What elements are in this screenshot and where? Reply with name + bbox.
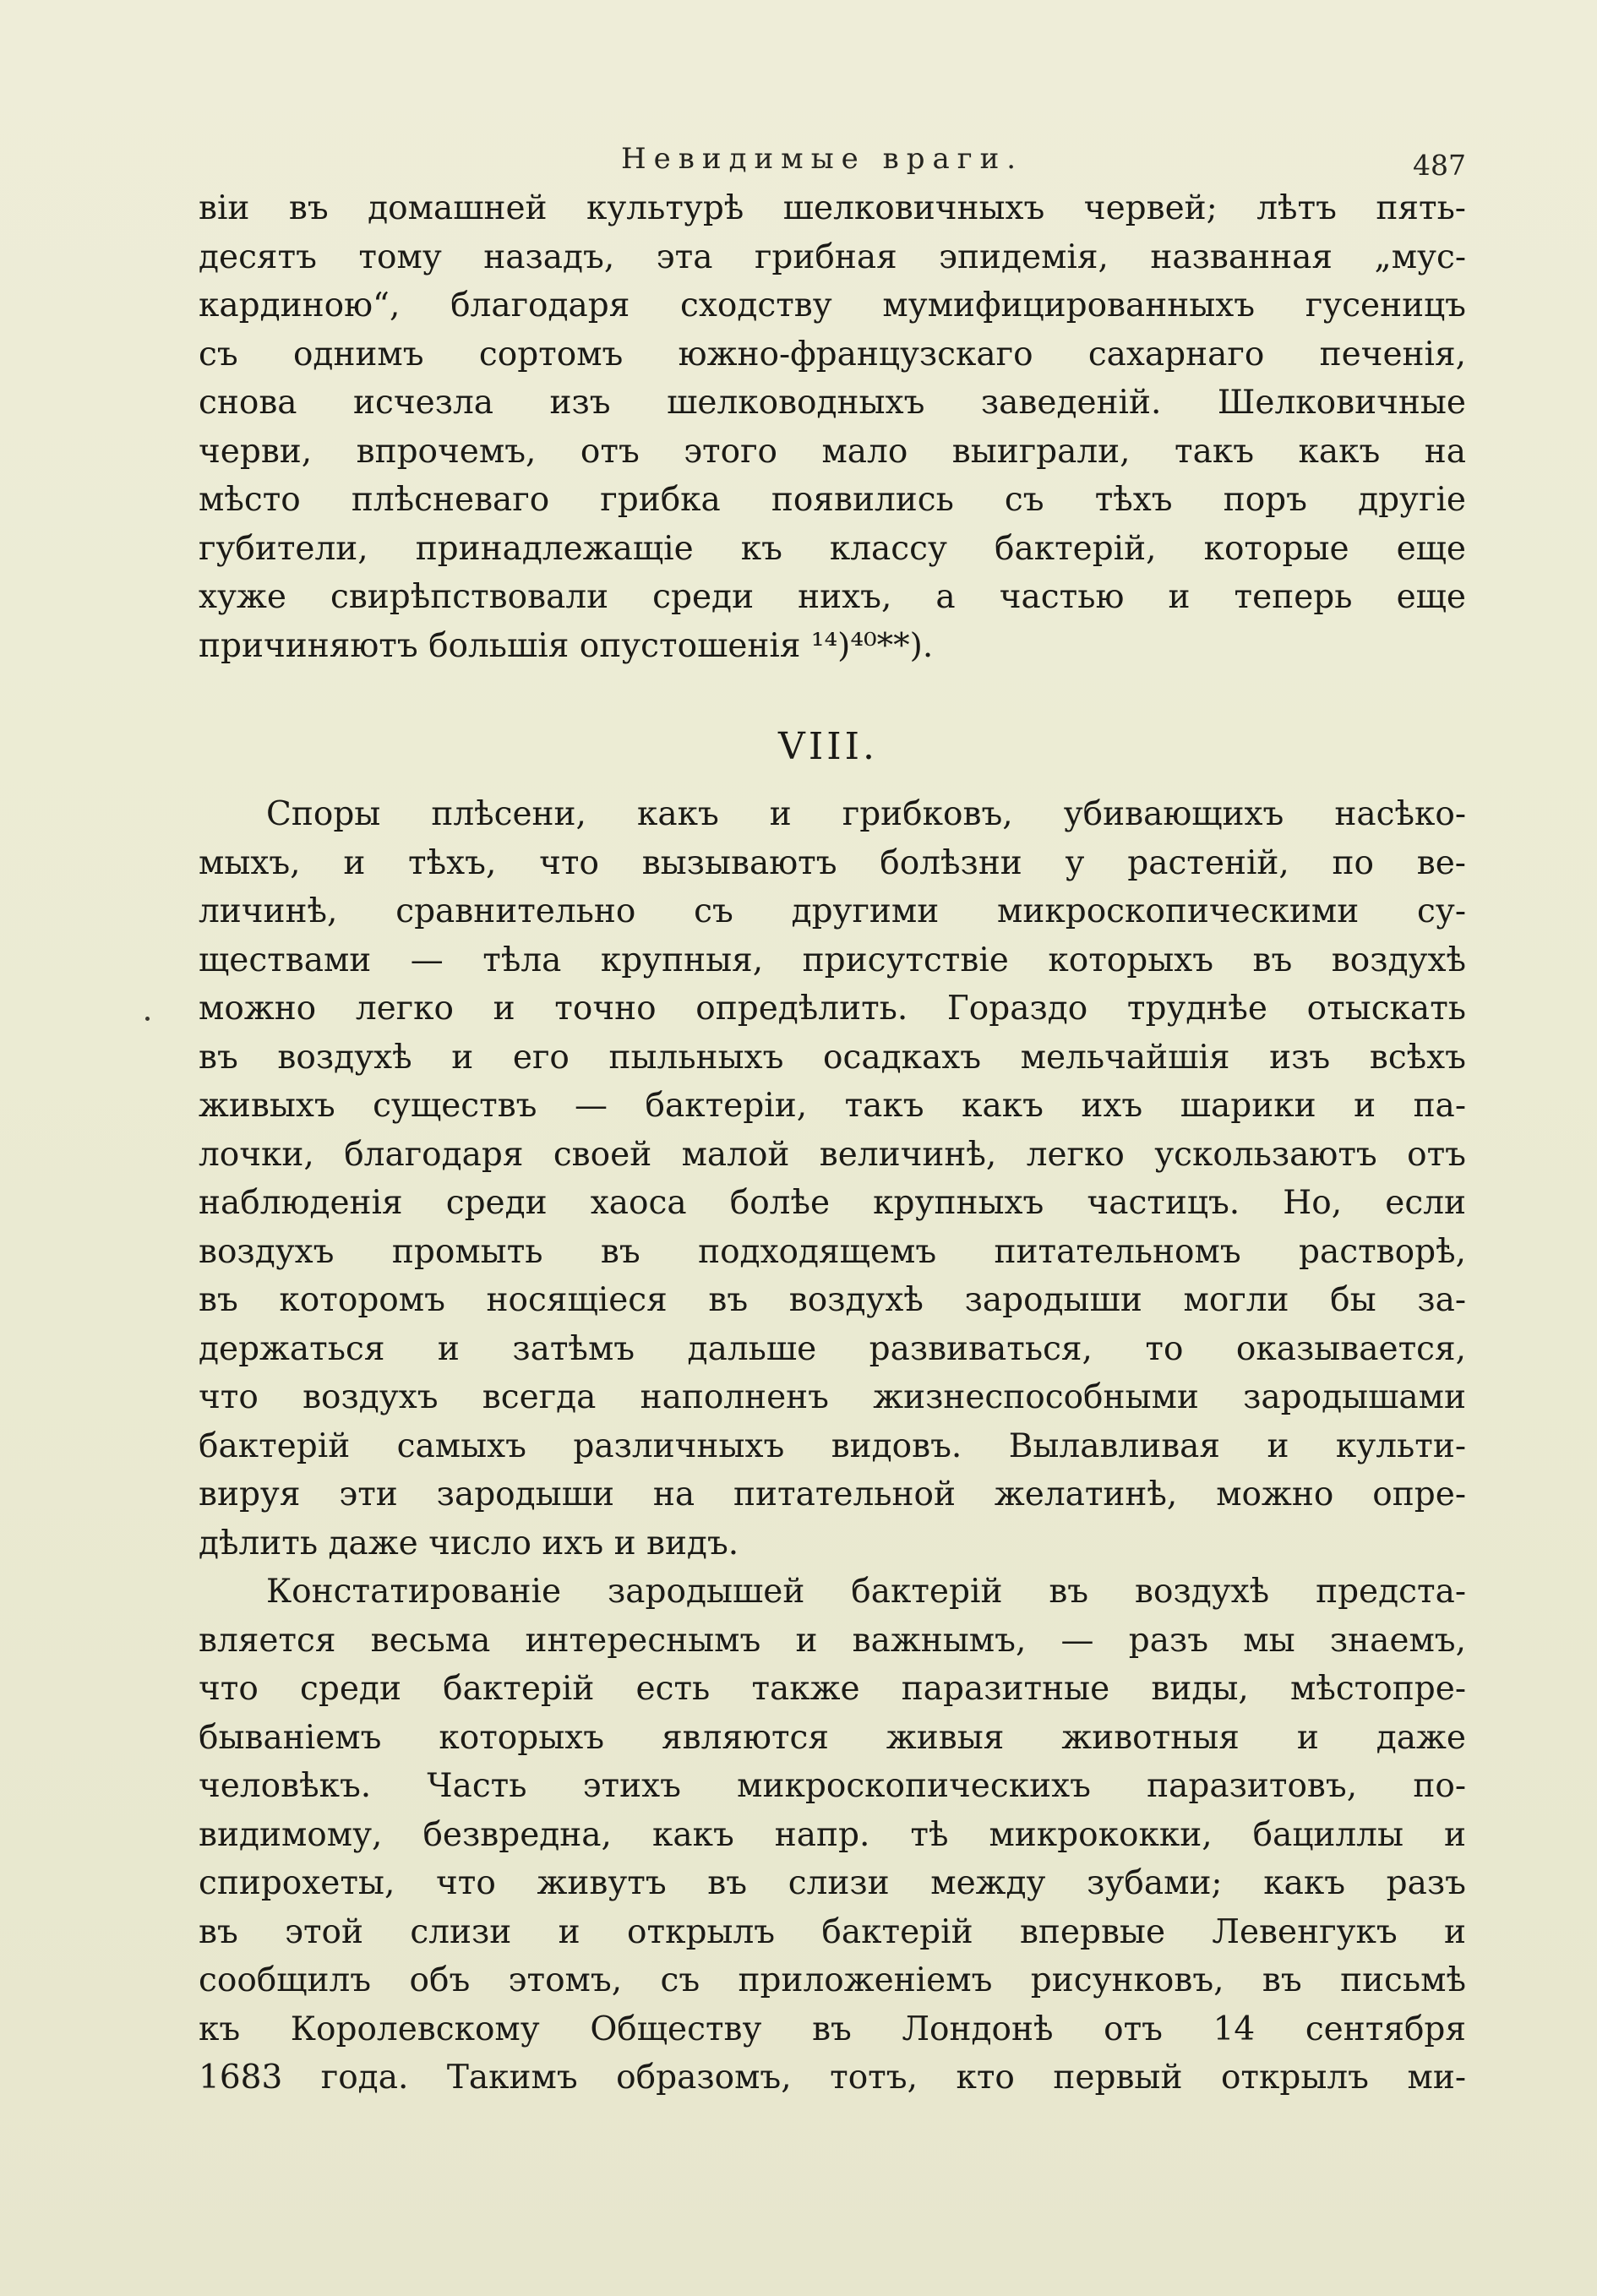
text-line: наблюденія среди хаоса болѣе крупныхъ частицъ. Но, если <box>199 1184 1466 1222</box>
text-line: снова исчезла изъ шелководныхъ заведеній. Шелковичные <box>199 384 1466 422</box>
text-line: воздухъ промыть въ подходящемъ питательномъ растворѣ, <box>199 1232 1466 1271</box>
text-line: дѣлить даже число ихъ и видъ. <box>199 1524 739 1562</box>
ink-dot <box>145 1017 150 1021</box>
text-line: черви, впрочемъ, отъ этого мало выиграли, такъ какъ на <box>199 432 1466 471</box>
text-line: губители, принадлежащіе къ классу бактерій, которые еще <box>199 529 1466 568</box>
text-line: мыхъ, и тѣхъ, что вызываютъ болѣзни у растеній, по ве- <box>199 843 1466 882</box>
text-line: въ этой слизи и открылъ бактерій впервые Левенгукъ и <box>199 1912 1466 1951</box>
text-line: Споры плѣсени, какъ и грибковъ, убивающихъ насѣко- <box>266 795 1466 833</box>
running-title: Невидимые враги. <box>621 142 1024 176</box>
text-line: видимому, безвредна, какъ напр. тѣ микрококки, бациллы и <box>199 1815 1466 1854</box>
text-line: живыхъ существъ — бактеріи, такъ какъ ихъ шарики и па- <box>199 1087 1466 1125</box>
text-line: въ которомъ носящіеся въ воздухѣ зародыши могли бы за- <box>199 1281 1466 1319</box>
text-line: вируя эти зародыши на питательной желатинѣ, можно опре- <box>199 1475 1466 1513</box>
section-heading: VIII. <box>778 725 878 768</box>
text-line: сообщилъ объ этомъ, съ приложеніемъ рисунковъ, въ письмѣ <box>199 1961 1466 1999</box>
text-line: причиняютъ большія опустошенія ¹⁴)⁴⁰**). <box>199 626 934 665</box>
text-line: хуже свирѣпствовали среди нихъ, а частью и теперь еще <box>199 578 1466 616</box>
page-number: 487 <box>1413 149 1466 182</box>
text-line: кардиною“, благодаря сходству мумифицированныхъ гусеницъ <box>199 286 1466 324</box>
text-line: ществами — тѣла крупныя, присутствіе которыхъ въ воздухѣ <box>199 941 1466 979</box>
text-line: мѣсто плѣсневаго грибка появились съ тѣхъ поръ другіе <box>199 481 1466 519</box>
text-line: что воздухъ всегда наполненъ жизнеспособными зародышами <box>199 1378 1466 1416</box>
text-line: къ Королевскому Обществу въ Лондонѣ отъ 14 сентября <box>199 2010 1466 2048</box>
text-line: въ воздухѣ и его пыльныхъ осадкахъ мельчайшія изъ всѣхъ <box>199 1038 1466 1077</box>
text-line: вляется весьма интереснымъ и важнымъ, — разъ мы знаемъ, <box>199 1621 1466 1660</box>
text-line: человѣкъ. Часть этихъ микроскопическихъ паразитовъ, по- <box>199 1767 1466 1805</box>
section-body <box>199 790 1466 2102</box>
text-line: лочки, благодаря своей малой величинѣ, легко ускользаютъ отъ <box>199 1135 1466 1174</box>
text-line: спирохеты, что живутъ въ слизи между зубами; какъ разъ <box>199 1864 1466 1902</box>
text-line: держаться и затѣмъ дальше развиваться, то оказывается, <box>199 1329 1466 1368</box>
text-line: быванiемъ которыхъ являются живыя животныя и даже <box>199 1718 1466 1757</box>
text-line: 1683 года. Такимъ образомъ, тотъ, кто первый открылъ ми- <box>199 2059 1466 2097</box>
text-line: съ однимъ сортомъ южно-французскаго сахарнаго печенія, <box>199 335 1466 374</box>
text-line: десятъ тому назадъ, эта грибная эпидемія, названная „мус- <box>199 237 1466 276</box>
paragraph-continued <box>199 184 1466 670</box>
text-line: что среди бактерій есть также паразитные виды, мѣстопре- <box>199 1670 1466 1708</box>
text-line: Констатированіе зародышей бактерій въ воздухѣ предста- <box>266 1573 1466 1611</box>
text-line: личинѣ, сравнительно съ другими микроскопическими су- <box>199 892 1466 930</box>
text-line: можно легко и точно опредѣлить. Гораздо труднѣе отыскать <box>199 990 1466 1028</box>
text-line: бактерій самыхъ различныхъ видовъ. Вылавливая и культи- <box>199 1426 1466 1465</box>
text-line: віи въ домашней культурѣ шелковичныхъ червей; лѣтъ пять- <box>199 189 1466 227</box>
